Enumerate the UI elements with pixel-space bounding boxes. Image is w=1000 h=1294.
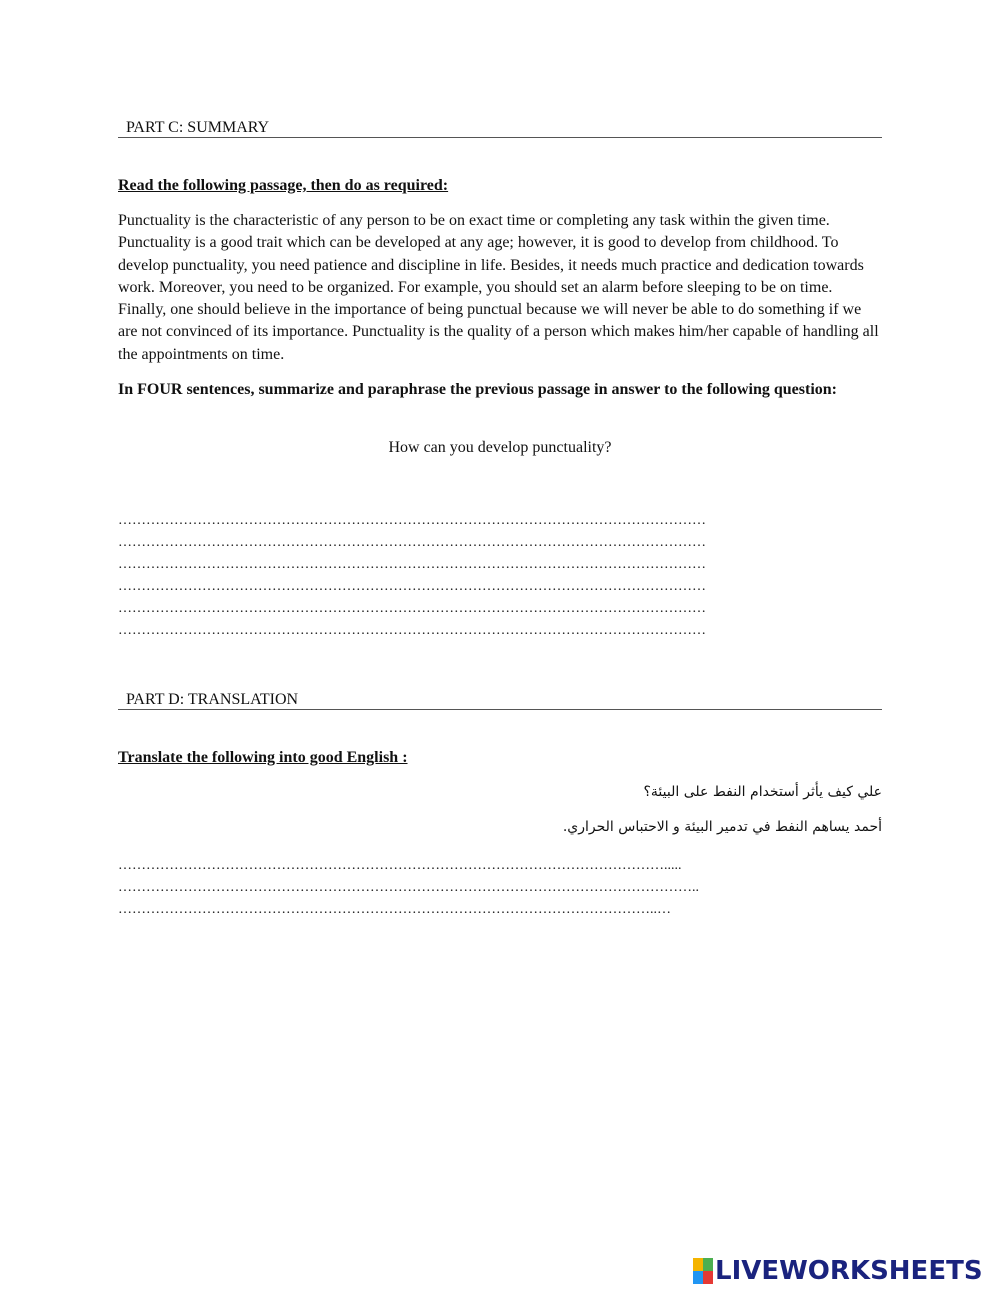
- answer-line[interactable]: ……………………………………………………………………………………………………………..: [118, 880, 699, 895]
- answer-line[interactable]: ………………………………………………………………………………………………………………: [118, 513, 706, 528]
- part-c-instruction: Read the following passage, then do as required:: [118, 177, 449, 194]
- answer-line[interactable]: ………………………………………………………………………………………………………………: [118, 601, 706, 616]
- summary-question: How can you develop punctuality?: [388, 439, 612, 456]
- answer-line[interactable]: ……………………………………………………………………………………………………….....: [118, 858, 682, 873]
- logo-blocks-icon: [693, 1258, 713, 1284]
- answer-line[interactable]: ………………………………………………………………………………………………………………: [118, 557, 706, 572]
- liveworksheets-logo: [693, 1255, 983, 1287]
- answer-line[interactable]: ………………………………………………………………………………………………………………: [118, 579, 706, 594]
- answer-line[interactable]: ……………………………………………………………………………………………………..…: [118, 902, 671, 917]
- part-c-heading: PART C: SUMMARY: [118, 119, 882, 138]
- summary-answer-area[interactable]: [118, 510, 882, 642]
- passage-text: Punctuality is the characteristic of any person to be on exact time or completing any task within the given time. Punctuality is a good trait which can be developed at any age; however, it is good to develop from childhood. To develop punctuality, you need patience and discipline in life. Besides, it needs much practice and dedication towards work. Moreover, you need to be organized. For example, you should set an alarm before sleeping to be on time. Finally, one should believe in the importance of being punctual because we will never be able to do something if we are not convinced of its importance. Punctuality is the quality of a person which makes him/her capable of handling all the appointments on time.: [118, 212, 879, 363]
- arabic-sentence: أحمد يساهم النفط في تدمير البيئة و الاحتباس الحراري.: [562, 819, 882, 835]
- arabic-sentence: علي كيف يأثر أستخدام النفط على البيئة؟: [643, 784, 882, 800]
- answer-line[interactable]: ………………………………………………………………………………………………………………: [118, 623, 706, 638]
- part-d-instruction: Translate the following into good English :: [118, 749, 408, 766]
- logo-text: LIVEWORKSHEETS: [715, 1256, 983, 1286]
- answer-line[interactable]: ………………………………………………………………………………………………………………: [118, 535, 706, 550]
- translation-answer-area[interactable]: [118, 855, 882, 921]
- part-d-heading: PART D: TRANSLATION: [118, 691, 882, 710]
- summary-task: In FOUR sentences, summarize and paraphrase the previous passage in answer to the following question:: [118, 381, 837, 398]
